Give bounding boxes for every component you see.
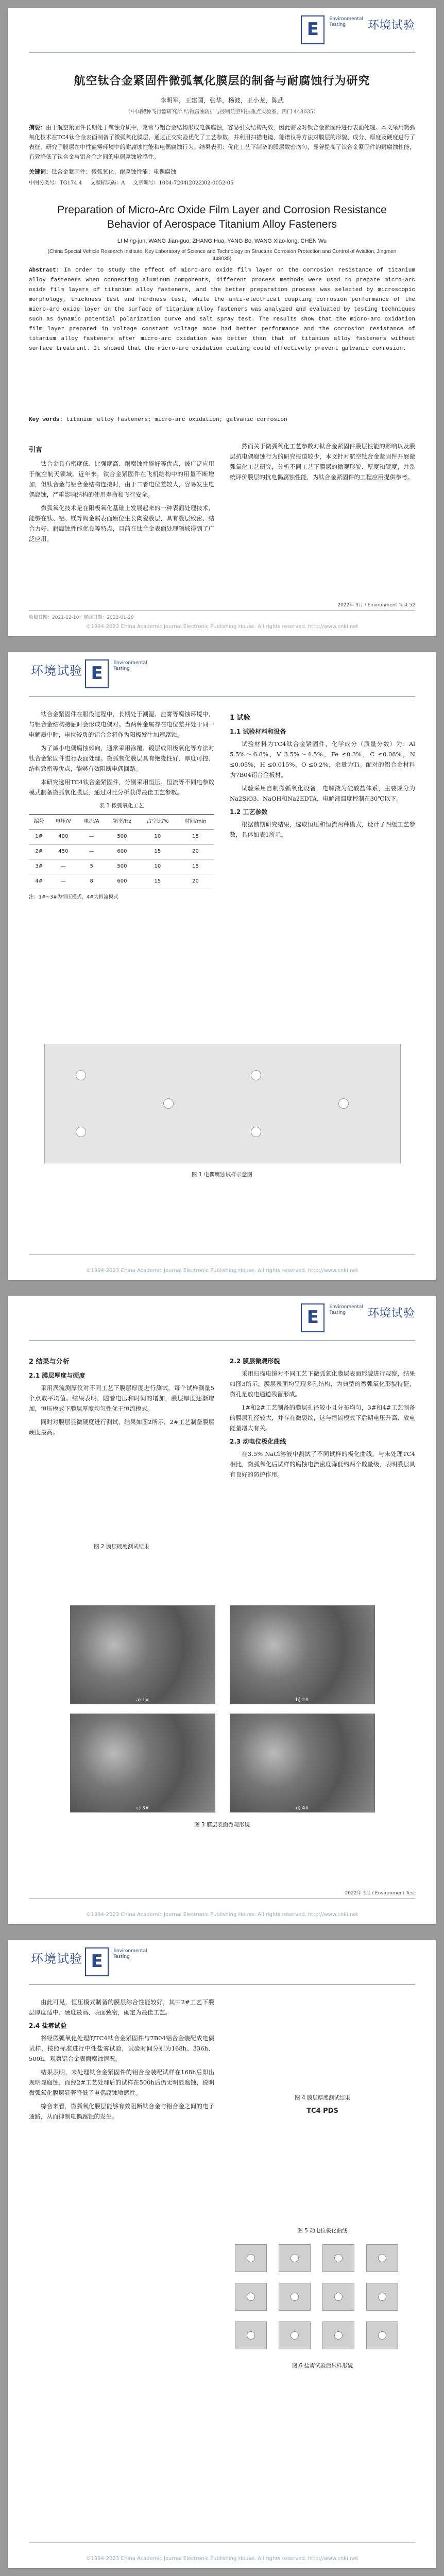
- table-note: 注：1#~3#为恒压模式，4#为恒流模式: [29, 894, 118, 900]
- sample-photo: [366, 2321, 398, 2349]
- figure-5-caption: 图 5 动电位极化曲线: [297, 2228, 348, 2234]
- abstract-cn-text: 由于航空紧固件长期处于腐蚀介质中，常常与铝合金结构形成电偶腐蚀，容易引发结构失效，因此需要对钛合金紧固件进行表面处理。本文采用微弧氧化技术在TC4钛合金表面制备了微弧氧化膜层，通过正交实验优化了工艺参数，并利用扫描电镜、能谱仪等方法对膜层的形貌、成分、厚度及硬度进行了表征，研究了膜层在中性盐雾环境中的耐腐蚀性能和电偶腐蚀行为。结果表明：优化工艺下制备的膜层致密均匀，显著提高了钛合金紧固件的耐腐蚀性能，有效降低了钛合金与铝合金之间的电偶腐蚀敏感性。: [29, 124, 415, 160]
- paper-title-cn: 航空钛合金紧固件微弧氧化膜层的制备与耐腐蚀行为研究: [74, 74, 370, 88]
- table-cell: 10: [139, 859, 177, 874]
- keywords-cn-text: 钛合金紧固件；微弧氧化；耐腐蚀性能；电偶腐蚀: [52, 168, 176, 175]
- journal-name-cn: 环境试验: [367, 1307, 415, 1320]
- journal-logo: [29, 1947, 147, 1976]
- figure-1-caption: 图 1 电偶腐蚀试样示意图: [191, 1172, 253, 1178]
- left-column: [29, 1353, 214, 1555]
- journal-name-en-1: Environmental: [329, 1304, 363, 1310]
- polarization-curve-chart: [230, 2120, 405, 2223]
- table-header-cell: 频率/Hz: [106, 815, 139, 829]
- received-date-footnote: 收稿日期：2021-12-10；修回日期：2022-01-20: [29, 615, 134, 620]
- page-1: [8, 8, 436, 636]
- cls-cn: 中图分类号：TG174.4: [29, 180, 82, 186]
- journal-name-en-2: Testing: [329, 1310, 346, 1315]
- table-cell: 15: [139, 874, 177, 889]
- sem-image: [70, 1605, 215, 1704]
- table-cell: 1#: [29, 829, 49, 844]
- sample-photo: [279, 2244, 311, 2272]
- sample-photo: [235, 2321, 267, 2349]
- subsection-heading: 2.2 膜层微观形貌: [230, 1358, 280, 1365]
- page-number: 2022年 3月 / Environment Test: [345, 1891, 415, 1896]
- table-row: [29, 829, 214, 844]
- sample-photo: [279, 2283, 311, 2311]
- paragraph: 钛合金紧固件在服役过程中，长期处于潮湿、盐雾等腐蚀环境中，与铝合金结构接触时会形成电偶对。当两种金属存在电位差并处于同一电解质中时，电位较负的铝合金将作为阳极发生加速腐蚀。: [29, 710, 214, 738]
- subsection-heading: 2.1 膜层厚度与硬度: [29, 1372, 86, 1379]
- affiliation-en: (China Special Vehicle Research Institute, Key Laboratory of Science and Technology on Structure Corrosion Protection and Control of Aviation, Jingmen 448035): [47, 249, 397, 262]
- sample-photo: [322, 2244, 354, 2272]
- table-header-row: [29, 815, 214, 829]
- journal-header: [29, 1303, 415, 1337]
- sem-label: b) 2#: [296, 1698, 309, 1703]
- affiliation-cn: （中国特种飞行器研究所 结构腐蚀防护与控制航空科技重点实验室，荆门 448035）: [125, 109, 319, 115]
- left-column: [29, 1997, 214, 2125]
- table-header-cell: 电流/A: [77, 815, 106, 829]
- keywords-en-text: titanium alloy fasteners; micro-arc oxidation; galvanic corrosion: [66, 417, 287, 423]
- page-3: [8, 1296, 436, 1924]
- table-cell: 600: [106, 844, 139, 859]
- journal-name-en-2: Testing: [113, 666, 130, 671]
- copyright-line: ©1994-2023 China Academic Journal Electronic Publishing House. All rights reserved. http://www.cnki.net: [86, 1268, 358, 1274]
- subsection-heading: 1.1 试验材料和设备: [230, 728, 286, 735]
- hardness-line-chart: [29, 1440, 204, 1538]
- table-row: [29, 874, 214, 889]
- table-header-cell: 编号: [29, 815, 49, 829]
- fastener-hole: [76, 1127, 86, 1137]
- table-cell: —: [49, 874, 77, 889]
- table-1-caption: 表 1 微弧氧化工艺: [99, 803, 144, 809]
- abstract-cn: [29, 123, 415, 162]
- galvanic-sample-figure: [44, 1044, 401, 1163]
- paragraph: 结果表明，未处理钛合金紧固件的铝合金装配试样在168h后即出现明显腐蚀，而经2#工艺处理后的试样在500h后仍无明显腐蚀，说明微弧氧化膜层显著降低了电偶腐蚀敏感性。: [29, 2069, 214, 2096]
- paragraph: 综合来看，微弧氧化膜层能够有效阻断钛合金与铝合金之间的电子通路，从而抑制电偶腐蚀的发生。: [29, 2103, 214, 2120]
- keywords-cn-label: 关键词：: [29, 168, 52, 175]
- keywords-en: [29, 415, 415, 425]
- salt-spray-figure: [230, 2239, 415, 2394]
- journal-name-en-2: Testing: [329, 22, 346, 27]
- table-row: [29, 859, 214, 874]
- paragraph: 为了减小电偶腐蚀倾向，通常采用涂覆、镀层或阳极氧化等方法对钛合金紧固件进行表面处理。微弧氧化膜层具有绝缘性好、厚度可控、结构致密等优点，能够有效阻断电偶回路。: [29, 744, 214, 772]
- left-column: [29, 709, 214, 906]
- table-cell: 500: [106, 829, 139, 844]
- journal-header: [29, 659, 415, 693]
- sample-photo: [366, 2244, 398, 2272]
- table-cell: 15: [139, 844, 177, 859]
- journal-logo-e-icon: E: [301, 15, 325, 44]
- journal-name-en-2: Testing: [113, 1954, 130, 1959]
- intro-right-column: [230, 441, 415, 485]
- sample-photo: [366, 2283, 398, 2311]
- table-cell: 5: [77, 859, 106, 874]
- paragraph: 根据前期研究结果，选取恒压和恒流两种模式，设计了四组工艺参数，具体如表1所示。: [230, 821, 415, 838]
- thickness-bar-chart: [230, 1992, 405, 2090]
- art-cn: 文章编号：1004-7204(2022)02-0052-05: [133, 180, 234, 186]
- paper-title-en: Preparation of Micro-Arc Oxide Film Layer and Corrosion Resistance Behavior of Aerospace Titanium Alloy Fasteners: [57, 204, 387, 230]
- journal-header: [29, 1947, 415, 1981]
- paragraph: 试验采用自制微弧氧化设备，电解液为硅酸盐体系，主要成分为Na2SiO3、NaOH和Na2EDTA，电解液温度控制在30℃以下。: [230, 785, 415, 802]
- table-cell: 10: [139, 829, 177, 844]
- journal-name-en-1: Environmental: [113, 1948, 147, 1954]
- right-column-figures: [230, 1992, 415, 2394]
- sem-image: [70, 1714, 215, 1812]
- sample-photo: [235, 2283, 267, 2311]
- figure-2-caption: 图 2 膜层硬度测试结果: [94, 1544, 149, 1550]
- table-cell: 500: [106, 859, 139, 874]
- copyright-line: ©1994-2023 China Academic Journal Electronic Publishing House. All rights reserved. http://www.cnki.net: [86, 624, 358, 630]
- paragraph: 本研究选用TC4钛合金紧固件，分别采用恒压、恒流等不同电参数模式制备微弧氧化膜层，通过对比分析获得最佳工艺参数。: [29, 778, 214, 796]
- table-cell: 3#: [29, 859, 49, 874]
- table-cell: 8: [77, 874, 106, 889]
- paragraph: 1#和2#工艺制备的膜层孔径较小且分布均匀，3#和4#工艺制备的膜层孔径较大，并存在微裂纹，这与恒流模式下后期电压升高、放电能量增大有关。: [230, 1404, 415, 1432]
- section-heading: 1 试验: [230, 714, 250, 722]
- table-header-cell: 时间/min: [177, 815, 214, 829]
- journal-name-cn: 环境试验: [31, 1952, 82, 1966]
- figure-6-caption: 图 6 盐雾试验后试样形貌: [292, 2363, 353, 2369]
- table-cell: 20: [177, 844, 214, 859]
- table-cell: —: [77, 829, 106, 844]
- journal-header: [29, 15, 415, 49]
- journal-logo: [29, 659, 147, 688]
- section-heading: 2 结果与分析: [29, 1358, 70, 1366]
- table-cell: 2#: [29, 844, 49, 859]
- journal-name-en-1: Environmental: [113, 660, 147, 666]
- table-cell: 600: [106, 874, 139, 889]
- journal-logo: [301, 1303, 415, 1332]
- fastener-hole: [338, 1098, 349, 1109]
- paragraph: 在3.5% NaCl溶液中测试了不同试样的极化曲线。与未处理TC4相比，微弧氧化后试样的腐蚀电流密度降低约两个数量级，表明膜层具有良好的防护作用。: [230, 1450, 415, 1478]
- table-cell: —: [49, 859, 77, 874]
- sample-photo: [322, 2321, 354, 2349]
- subsection-heading: 1.2 工艺参数: [230, 808, 268, 816]
- subsection-heading: 2.3 动电位极化曲线: [230, 1438, 286, 1445]
- journal-name-cn: 环境试验: [367, 19, 415, 32]
- paragraph: 同时对膜层显微硬度进行测试，结果如图2所示，2#工艺制备膜层硬度最高。: [29, 1418, 214, 1436]
- journal-name-cn: 环境试验: [31, 664, 82, 678]
- sample-photo: [279, 2321, 311, 2349]
- figure-4-caption: 图 4 膜层厚度测试结果: [295, 2095, 350, 2101]
- journal-logo: [301, 15, 415, 44]
- fastener-hole: [251, 1070, 261, 1080]
- sample-photo: [322, 2283, 354, 2311]
- abstract-cn-label: 摘要：: [29, 124, 46, 131]
- sem-label: c) 3#: [136, 1806, 149, 1811]
- keywords-cn: [29, 167, 415, 177]
- journal-logo-e-icon: E: [301, 1303, 325, 1332]
- intro-heading: 引言: [29, 446, 43, 454]
- page-number: 2022年 3月 / Environment Test 52: [337, 603, 415, 608]
- right-column: [230, 1353, 415, 1483]
- table-cell: 450: [49, 844, 77, 859]
- sem-label: a) 1#: [136, 1698, 149, 1703]
- process-table: [29, 814, 214, 889]
- paragraph: 采用涡流测厚仪对不同工艺下膜层厚度进行测试，每个试样测量5个点取平均值。结果表明，随着电压和时间的增加，膜层厚度逐渐增加，恒压模式下膜层厚度均匀性优于恒流模式。: [29, 1384, 214, 1412]
- journal-logo-e-icon: E: [85, 1947, 109, 1976]
- figure-3-caption: 图 3 膜层表面微观形貌: [194, 1822, 250, 1828]
- table-cell: 20: [177, 874, 214, 889]
- keywords-en-label: Key words:: [29, 417, 63, 423]
- journal-logo-e-icon: E: [85, 659, 109, 688]
- table-header-cell: 电压/V: [49, 815, 77, 829]
- paragraph: 由此可见，恒压模式制备的膜层综合性能较好，其中2#工艺下膜层厚度适中、硬度最高、表面致密，确定为最佳工艺。: [29, 1998, 214, 2016]
- right-column: [230, 709, 415, 843]
- subsection-heading: 2.4 盐雾试验: [29, 2022, 67, 2029]
- table-cell: 400: [49, 829, 77, 844]
- fastener-hole: [163, 1098, 174, 1109]
- abstract-en-text: In order to study the effect of micro-arc oxide film layer on the corrosion resistance of titanium alloy fasteners when connecting aluminum components, different process methods were used to prepare micro-arc oxide film layers of titanium alloy fasteners, and the better preparation process was selected by microscopic morphology, thickness test and hardness test, while the anti-electrical coupling corrosion performance of the micro-arc oxide layer on the surface of titanium alloy fasteners was analyzed and evaluated by testing techniques such as dynamic potential polarization curve and salt spray test. The results show that the micro-arc oxidation film layer prepared in voltage constant voltage mode had better performance and the corrosion resistance of titanium alloy fasteners after micro-arc oxidation was better than that of titanium alloy fasteners without surface treatment. It showed that the micro-arc oxidation coating could effectively prevent galvanic corrosion.: [29, 267, 415, 352]
- page-4: [8, 1940, 436, 2568]
- table-header-cell: 占空比/%: [139, 815, 177, 829]
- classification-line: [29, 178, 415, 188]
- journal-name-en-1: Environmental: [329, 16, 363, 22]
- table-row: [29, 844, 214, 859]
- table-cell: 15: [177, 859, 214, 874]
- abstract-en: [29, 266, 415, 354]
- copyright-line: ©1994-2023 China Academic Journal Electronic Publishing House. All rights reserved. http://www.cnki.net: [86, 2556, 358, 2562]
- sample-photo: [235, 2244, 267, 2272]
- page-2: [8, 652, 436, 1280]
- sem-label: d) 4#: [296, 1806, 309, 1811]
- table-cell: —: [77, 844, 106, 859]
- table-cell: 4#: [29, 874, 49, 889]
- paragraph: 试验材料为TC4钛合金紧固件，化学成分（质量分数）为：Al 5.5%～6.8%，V 3.5%～4.5%，Fe ≤0.3%，C ≤0.08%，N ≤0.05%，H ≤0.015%，O ≤0.2%，余量为Ti。配对的铝合金材料为7B04铝合金板材。: [230, 740, 415, 778]
- paragraph: 采用扫描电镜对不同工艺下微弧氧化膜层表面形貌进行观察，结果如图3所示。膜层表面均呈现多孔结构，为典型的微弧氧化形貌特征，微孔是放电通道残留形成。: [230, 1370, 415, 1398]
- authors-cn: 李明军，王建国，张华，杨波，王小龙，陈武: [160, 97, 284, 104]
- authors-en: LI Ming-jun, WANG Jian-guo, ZHANG Hua, YANG Bo, WANG Xiao-long, CHEN Wu: [117, 238, 327, 244]
- sem-image: [230, 1605, 375, 1704]
- intro-paragraph-1: 钛合金具有密度低、比强度高、耐腐蚀性能好等优点，被广泛应用于航空航天领域。近年来，钛合金紧固件在飞机结构中的用量不断增加，但钛合金与铝合金结构连接时，由于二者电位差较大，容易发生电偶腐蚀，严重影响结构的使用寿命和飞行安全。: [29, 460, 214, 498]
- intro-paragraph-3: 然而关于微弧氧化工艺参数对钛合金紧固件膜层性能的影响以及膜层抗电偶腐蚀行为的研究报道较少，本文针对航空钛合金紧固件开展微弧氧化工艺研究，分析不同工艺下膜层的微观形貌、厚度和硬度，并系统评价膜层的抗电偶腐蚀性能，为钛合金紧固件的工程应用提供参考。: [230, 443, 415, 481]
- intro-left-column: [29, 441, 214, 547]
- abstract-en-label: Abstract:: [29, 267, 60, 274]
- fastener-hole: [76, 1070, 86, 1080]
- paragraph: 将经微弧氧化处理的TC4钛合金紧固件与7B04铝合金装配成电偶试样，按照标准进行中性盐雾试验，试验时间分别为168h、336h、500h，观察铝合金表面腐蚀情况。: [29, 2035, 214, 2062]
- doc-cn: 文献标识码：A: [90, 180, 125, 186]
- sem-image: [230, 1714, 375, 1812]
- copyright-line: ©1994-2023 China Academic Journal Electronic Publishing House. All rights reserved. http://www.cnki.net: [86, 1912, 358, 1918]
- pds-chart-title: TC4 PDS: [306, 2107, 338, 2115]
- intro-paragraph-2: 微弧氧化技术是在阳极氧化基础上发展起来的一种表面处理技术，能够在钛、铝、镁等阀金属表面原位生长陶瓷膜层，具有膜层致密、结合力好、耐腐蚀性能优良等特点，目前在钛合金表面处理领域得到了广泛应用。: [29, 504, 214, 543]
- fastener-hole: [251, 1127, 261, 1137]
- table-cell: 15: [177, 829, 214, 844]
